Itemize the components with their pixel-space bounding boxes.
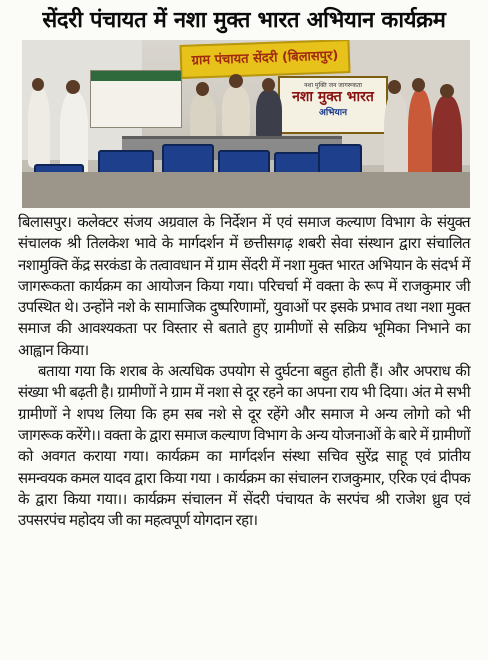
event-photo bbox=[22, 40, 470, 208]
headline: सेंदरी पंचायत में नशा मुक्त भारत अभियान कार्यक्रम bbox=[42, 8, 446, 33]
person-head bbox=[412, 78, 425, 92]
banner-main-line2: नशा मुक्त भारत bbox=[292, 89, 374, 105]
article-body bbox=[18, 212, 470, 531]
person-head bbox=[32, 78, 44, 91]
photo-floor bbox=[22, 172, 470, 208]
person-figure bbox=[28, 88, 50, 168]
person-figure bbox=[222, 86, 250, 138]
banner-left-strip bbox=[91, 71, 181, 81]
person-head bbox=[262, 78, 275, 92]
photo-banner-back: ग्राम पंचायत सेंदरी (बिलासपुर) bbox=[179, 40, 350, 79]
person-head bbox=[196, 82, 209, 96]
person-figure bbox=[256, 90, 282, 140]
person-head bbox=[388, 80, 401, 94]
person-figure bbox=[384, 92, 408, 184]
photo-banner-main bbox=[278, 76, 388, 134]
article-paragraph: बिलासपुर। कलेक्टर संजय अग्रवाल के निर्देशन में एवं समाज कल्याण विभाग के संयुक्त संचालक श्री तिलकेश भावे के मार्गदर्शन में छत्तीसगढ़ शबरी सेवा संस्थान द्वारा संचालित नशामुक्ति केंद्र सरकंडा के तत्वावधान में ग्राम सेंदरी में नशा मुक्त भारत अभियान के संदर्भ में जागरूकता कार्यक्रम का आयोजन किया गया। परिचर्चा में वक्ता के रूप में राजकुमार जी उपस्थित थे। उन्होंने नशे के सामाजिक दुष्परिणामों, युवाओं पर इसके प्रभाव तथा नशा मुक्त समाज की आवश्यकता पर विस्तार से बताते हुए ग्रामीणों से सक्रिय भूमिका निभाने का आह्वान किया। bbox=[18, 213, 470, 359]
person-head bbox=[66, 80, 80, 94]
person-head bbox=[440, 84, 454, 98]
person-figure bbox=[190, 94, 216, 140]
banner-main-line1: नशा मुक्ति जन जागरूकता bbox=[304, 82, 362, 89]
person-head bbox=[229, 74, 243, 88]
photo-banner-left bbox=[90, 70, 182, 128]
banner-main-line3: अभियान bbox=[318, 108, 348, 118]
article-paragraph: बताया गया कि शराब के अत्यधिक उपयोग से दुर्घटना बहुत होती हैं। और अपराध की संख्या भी बढ़ती है। ग्रामीणों ने ग्राम में नशा से दूर रहने का अपना राय भी दिया। अंत मे सभी ग्रामीणों ने शपथ लिया कि हम सब नशे से दूर रहेंगे और समाज मे अन्य लोगो को भी जागरूक करेंगे।। वक्ता के द्वारा समाज कल्याण विभाग के अन्य योजनाओं के बारे में ग्रामीणों को अवगत कराया गया। कार्यक्रम का मार्गदर्शन संस्था सचिव सुरेंद्र साहू एवं प्रांतीय समन्वयक कमल यादव द्वारा किया गया । कार्यक्रम का संचालन राजकुमार, एरिक एवं दीपक के द्वारा किया गया।। कार्यक्रम संचालन में सेंदरी पंचायत के सरपंच श्री राजेश ध्रुव एवं उपसरपंच महोदय जी का महत्वपूर्ण योगदान रहा। bbox=[18, 362, 470, 530]
